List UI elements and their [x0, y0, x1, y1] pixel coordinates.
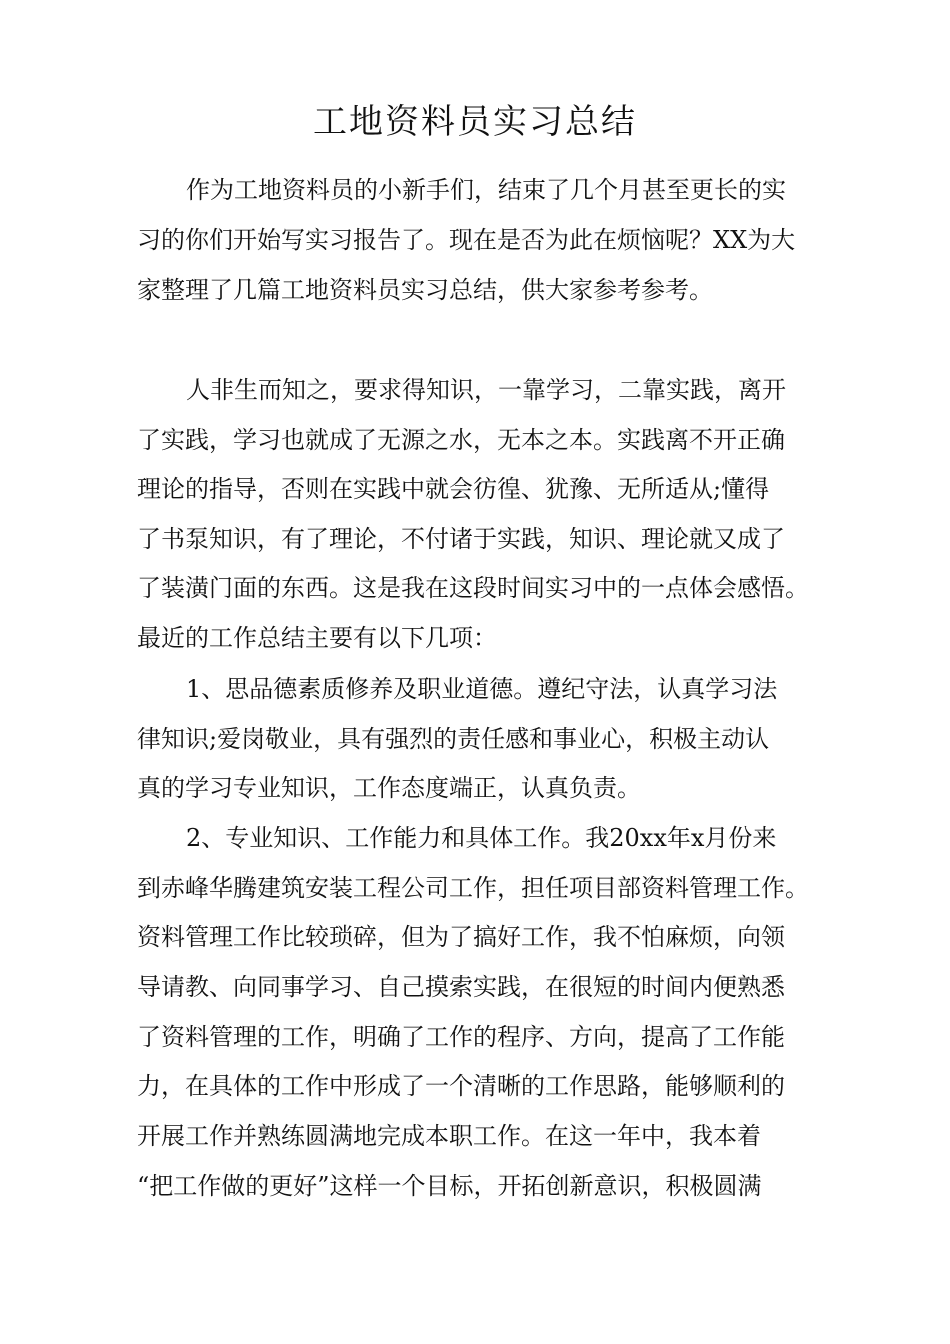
paragraph-line: 到赤峰华腾建筑安装工程公司工作，担任项目部资料管理工作。 [137, 874, 809, 902]
paragraph-line: 资料管理工作比较琐碎，但为了搞好工作，我不怕麻烦，向领 [137, 923, 785, 951]
paragraph-line: 了装潢门面的东西。这是我在这段时间实习中的一点体会感悟。 [137, 574, 809, 602]
paragraph-line: 最近的工作总结主要有以下几项： [137, 624, 497, 652]
paragraph-line: 律知识;爱岗敬业，具有强烈的责任感和事业心，积极主动认 [137, 725, 770, 753]
paragraph-line: 了实践，学习也就成了无源之水，无本之本。实践离不开正确 [137, 426, 785, 454]
paragraph-line: 家整理了几篇工地资料员实习总结，供大家参考参考。 [137, 276, 713, 304]
paragraph-line: 习的你们开始写实习报告了。现在是否为此在烦恼呢？XX为大 [137, 226, 796, 254]
paragraph-line: 2、专业知识、工作能力和具体工作。我20xx年x月份来 [186, 824, 777, 852]
paragraph-line: 了资料管理的工作，明确了工作的程序、方向，提高了工作能 [137, 1023, 785, 1051]
document-title: 工地资料员实习总结 [313, 102, 637, 142]
paragraph-line: 1、思品德素质修养及职业道德。遵纪守法，认真学习法 [186, 675, 778, 703]
paragraph-line: 作为工地资料员的小新手们，结束了几个月甚至更长的实 [186, 176, 786, 204]
paragraph-line: 力，在具体的工作中形成了一个清晰的工作思路，能够顺利的 [137, 1072, 785, 1100]
paragraph-line: 了书泵知识，有了理论，不付诸于实践，知识、理论就又成了 [137, 525, 785, 553]
paragraph-line: 真的学习专业知识，工作态度端正，认真负责。 [137, 774, 641, 802]
paragraph-line: “把工作做的更好”这样一个目标，开拓创新意识，积极圆满 [137, 1172, 762, 1200]
paragraph-line: 理论的指导，否则在实践中就会彷徨、犹豫、无所适从;懂得 [137, 475, 770, 503]
paragraph-line: 导请教、向同事学习、自己摸索实践，在很短的时间内便熟悉 [137, 973, 785, 1001]
paragraph-line: 人非生而知之，要求得知识，一靠学习，二靠实践，离开 [186, 376, 786, 404]
paragraph-line: 开展工作并熟练圆满地完成本职工作。在这一年中，我本着 [137, 1122, 761, 1150]
